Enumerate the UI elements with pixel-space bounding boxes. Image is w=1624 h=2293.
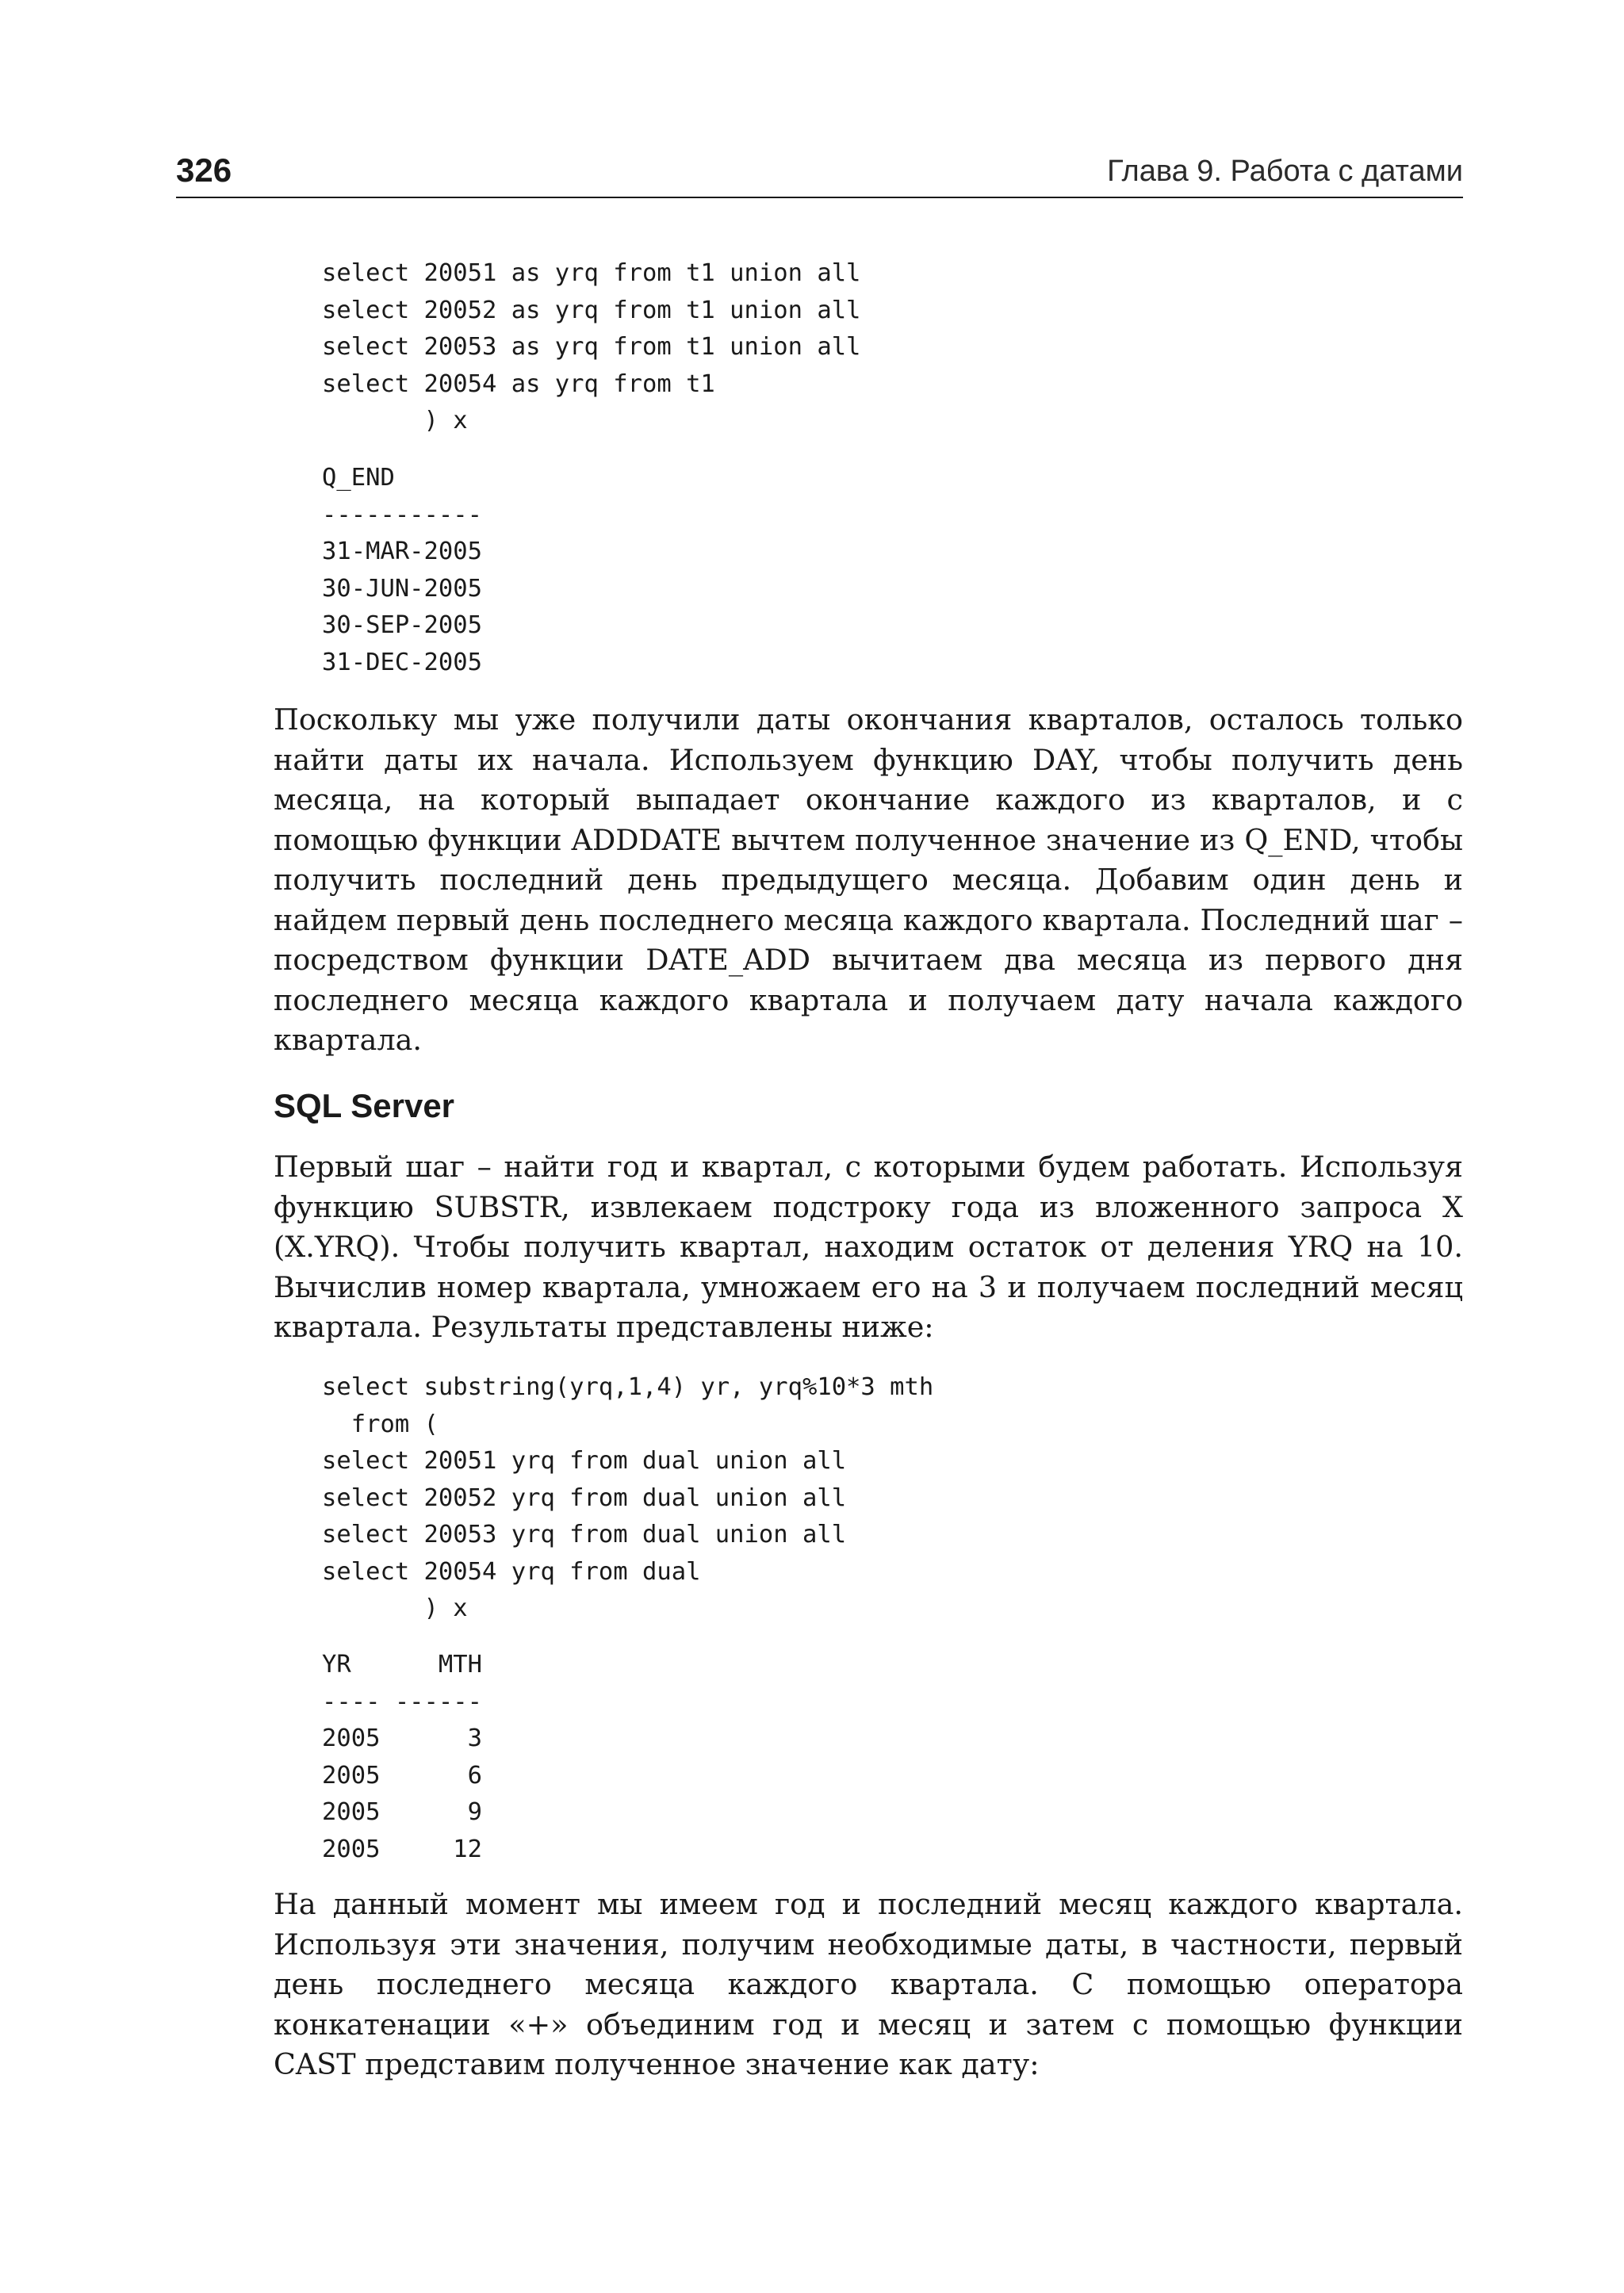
section-heading: SQL Server bbox=[274, 1087, 455, 1124]
code-result-1: Q_END ----------- 31-MAR-2005 30-JUN-2005 30-SEP-2005 31-DEC-2005 bbox=[322, 464, 482, 676]
body-paragraph-3: На данный момент мы имеем год и последний месяц каждого квартала. Используя эти значения, получим необходимые даты, в частности, первый день последнего месяца каждого квартала. С помощью оператора конкатенации «+» объединим год и месяц и затем с помощью функции CAST представим полученное значение как дату: bbox=[274, 1887, 1463, 2081]
body-paragraph-2: Первый шаг – найти год и квартал, с которыми будем работать. Используя функцию SUBSTR, извлекаем подстроку года из вложенного запроса X (X.YRQ). Чтобы получить квартал, находим остаток от деления YRQ на 10. Вычислив номер квартала, умножаем его на 3 и получаем последний месяц квартала. Результаты представлены ниже: bbox=[274, 1150, 1463, 1344]
header-divider bbox=[176, 197, 1463, 198]
body-paragraph-1: Поскольку мы уже получили даты окончания кварталов, осталось только найти даты их начала. Используем функцию DAY, чтобы получить день месяца, на который выпадает окончание каждого из кварталов, и с помощью функции ADDDATE вычтем полученное значение из Q_END, чтобы получить последний день предыдущего месяца. Добавим один день и найдем первый день последнего месяца каждого квартала. Последний шаг – посредством функции DATE_ADD вычитаем два месяца из первого дня последнего месяца каждого квартала и получаем дату начала каждого квартала. bbox=[274, 702, 1463, 1057]
code-query-1: select 20051 as yrq from t1 union all select 20052 as yrq from t1 union all select 20053 as yrq from t1 union all select 20054 as yrq from t1 ) x bbox=[322, 259, 861, 434]
code-query-2: select substring(yrq,1,4) yr, yrq%10*3 mth from ( select 20051 yrq from dual union all select 20052 yrq from dual union all select 20053 yrq from dual union all select 20054 yrq from dual ) x bbox=[322, 1373, 934, 1622]
page-number: 326 bbox=[176, 151, 232, 189]
code-result-2: YR MTH ---- ------ 2005 3 2005 6 2005 9 2005 12 bbox=[322, 1651, 482, 1863]
running-head: Глава 9. Работа с датами bbox=[1107, 155, 1463, 188]
